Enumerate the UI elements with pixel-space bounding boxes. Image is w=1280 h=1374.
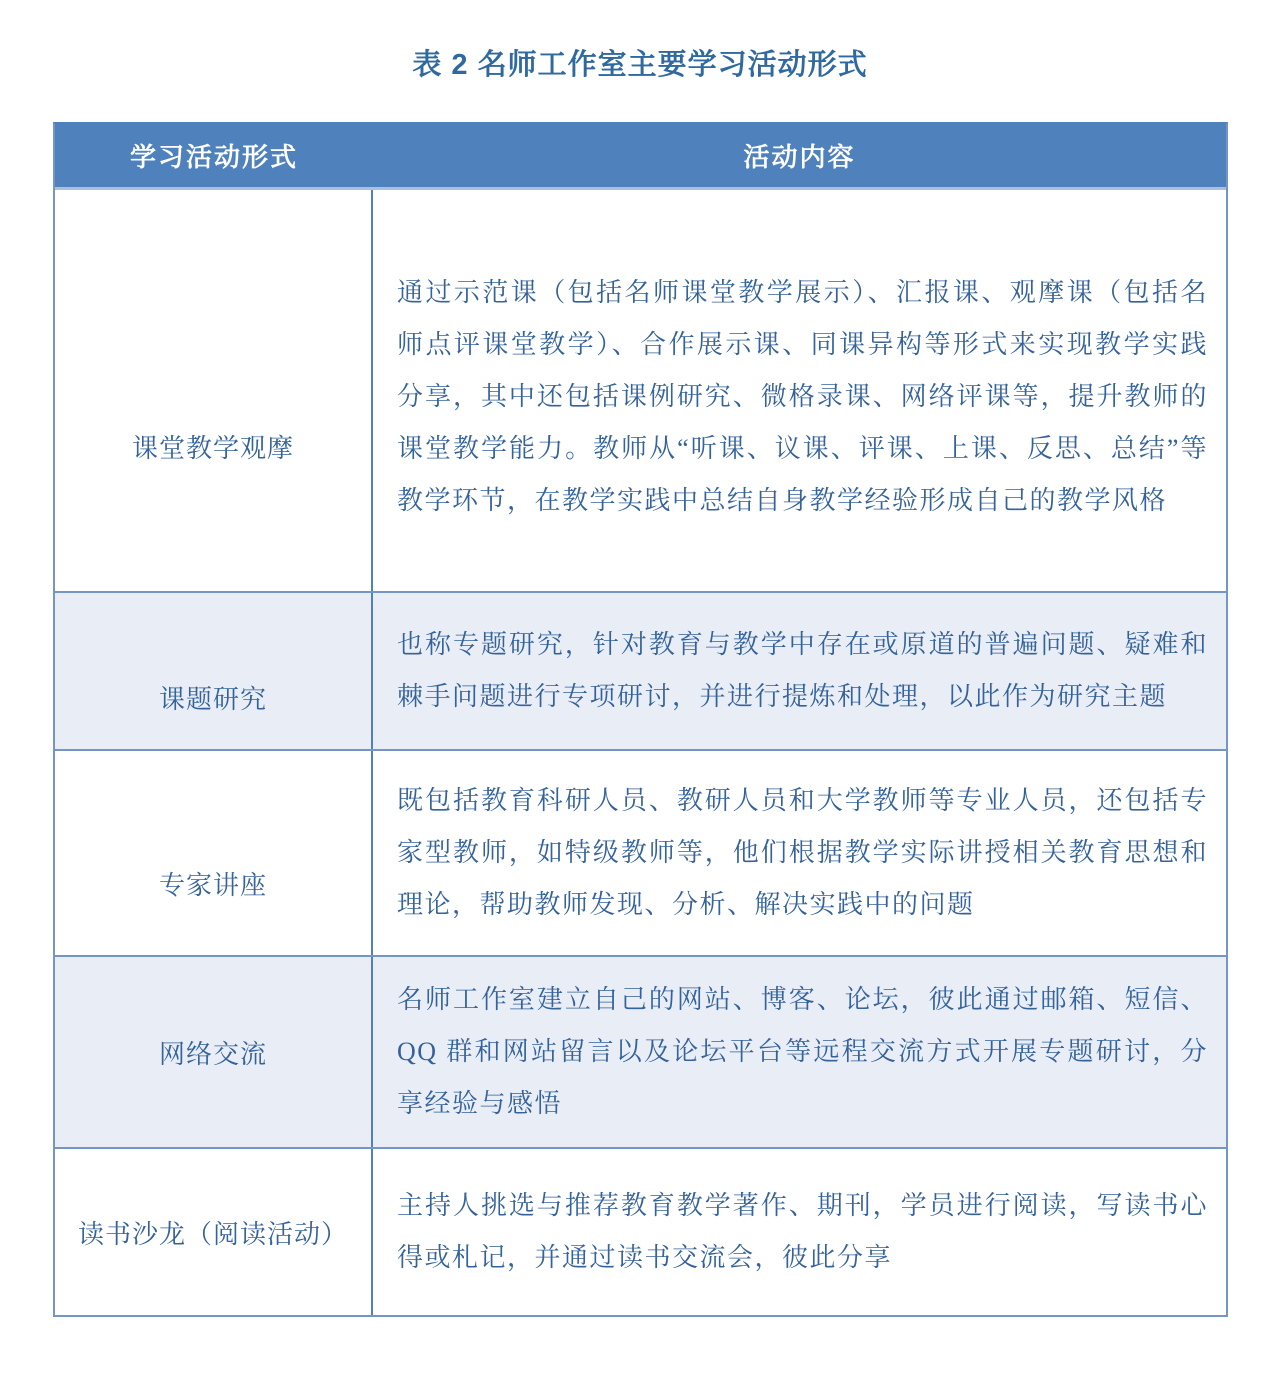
table-row — [55, 190, 1226, 593]
table-header-row — [55, 124, 1226, 190]
activity-form-cell — [55, 1149, 373, 1315]
activity-form-cell — [55, 593, 373, 749]
table-row — [55, 593, 1226, 751]
activity-content-cell — [373, 957, 1226, 1147]
activity-content-cell — [373, 751, 1226, 955]
table-row — [55, 957, 1226, 1149]
activity-form-label: 网络交流 — [158, 1039, 267, 1069]
activity-content-cell — [373, 1149, 1226, 1315]
column-header-activity-form: 学习活动形式 — [129, 143, 298, 172]
table-caption: 表 2 名师工作室主要学习活动形式 — [412, 49, 868, 81]
activity-form-label: 读书沙龙（阅读活动） — [77, 1219, 348, 1249]
activity-form-label: 课堂教学观摩 — [131, 434, 294, 463]
activity-content-text: 既包括教育科研人员、教研人员和大学教师等专业人员，还包括专家型教师，如特级教师等，他们根据教学实际讲授相关教育思想和理论，帮助教师发现、分析、解决实践中的问题 — [397, 786, 1208, 919]
activity-content-text: 名师工作室建立自己的网站、博客、论坛，彼此通过邮箱、短信、QQ 群和网站留言以及论坛平台等远程交流方式开展专题研讨，分享经验与感悟 — [397, 985, 1208, 1118]
table-row — [55, 1149, 1226, 1315]
activity-content-text: 通过示范课（包括名师课堂教学展示）、汇报课、观摩课（包括名师点评课堂教学）、合作展示课、同课异构等形式来实现教学实践分享，其中还包括课例研究、微格录课、网络评课等，提升教师的课堂教学能力。教师从“听课、议课、评课、上课、反思、总结”等教学环节，在教学实践中总结自身教学经验形成自己的教学风格 — [397, 277, 1208, 515]
activity-form-cell — [55, 190, 373, 591]
activity-form-label: 课题研究 — [158, 684, 267, 714]
activity-form-label: 专家讲座 — [158, 870, 267, 900]
activity-form-cell — [55, 751, 373, 955]
activity-content-text: 也称专题研究，针对教育与教学中存在或原道的普遍问题、疑难和棘手问题进行专项研讨，并进行提炼和处理，以此作为研究主题 — [397, 630, 1208, 711]
column-header-activity-content: 活动内容 — [743, 143, 856, 172]
activity-form-cell — [55, 957, 373, 1147]
table-row — [55, 751, 1226, 957]
activity-content-cell — [373, 593, 1226, 749]
activity-content-text: 主持人挑选与推荐教育教学著作、期刊，学员进行阅读，写读书心得或札记，并通过读书交流会，彼此分享 — [397, 1191, 1208, 1272]
activities-table — [53, 122, 1228, 1317]
activity-content-cell — [373, 190, 1226, 591]
